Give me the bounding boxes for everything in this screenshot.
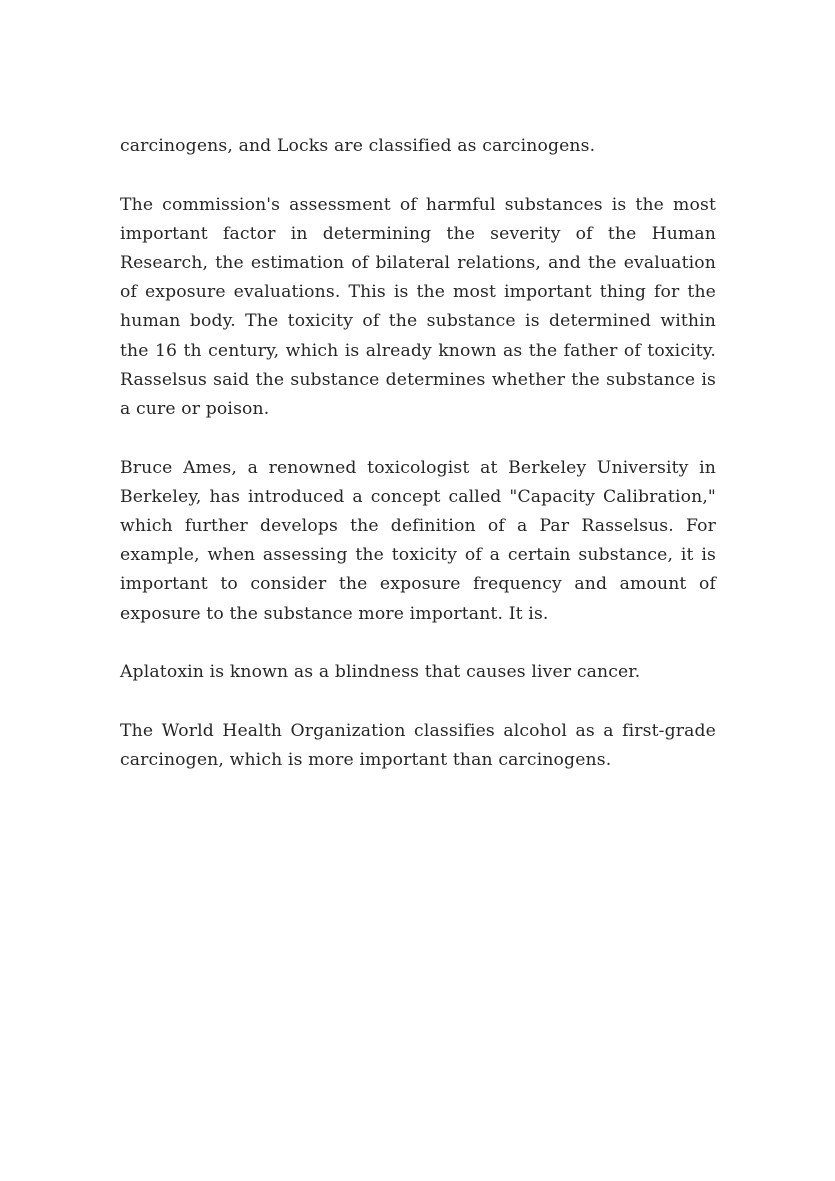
paragraph-5: The World Health Organization classifies alcohol as a first-grade carcinogen, which is more important than carcinogens. (120, 720, 716, 771)
document-body (120, 132, 716, 805)
paragraph-2: The commission's assessment of harmful substances is the most important factor in determining the severity of the Human Research, the estimation of bilateral relations, and the evaluation of exposure evaluations. This is the most important thing for the human body. The toxicity of the substance is determined within the 16 th century, which is already known as the father of toxicity. Rasselsus said the substance determines whether the substance is a cure or poison. (120, 194, 716, 420)
paragraph-1: carcinogens, and Locks are classified as carcinogens. (120, 136, 596, 156)
paragraph-4: Aplatoxin is known as a blindness that causes liver cancer. (120, 662, 641, 683)
paragraph-3: Bruce Ames, a renowned toxicologist at Berkeley University in Berkeley, has introduced a concept called "Capacity Calibration," which further develops the definition of a Par Rasselsus. For example, when assessing the toxicity of a certain substance, it is important to consider the exposure frequency and amount of exposure to the substance more important. It is. (120, 457, 716, 624)
